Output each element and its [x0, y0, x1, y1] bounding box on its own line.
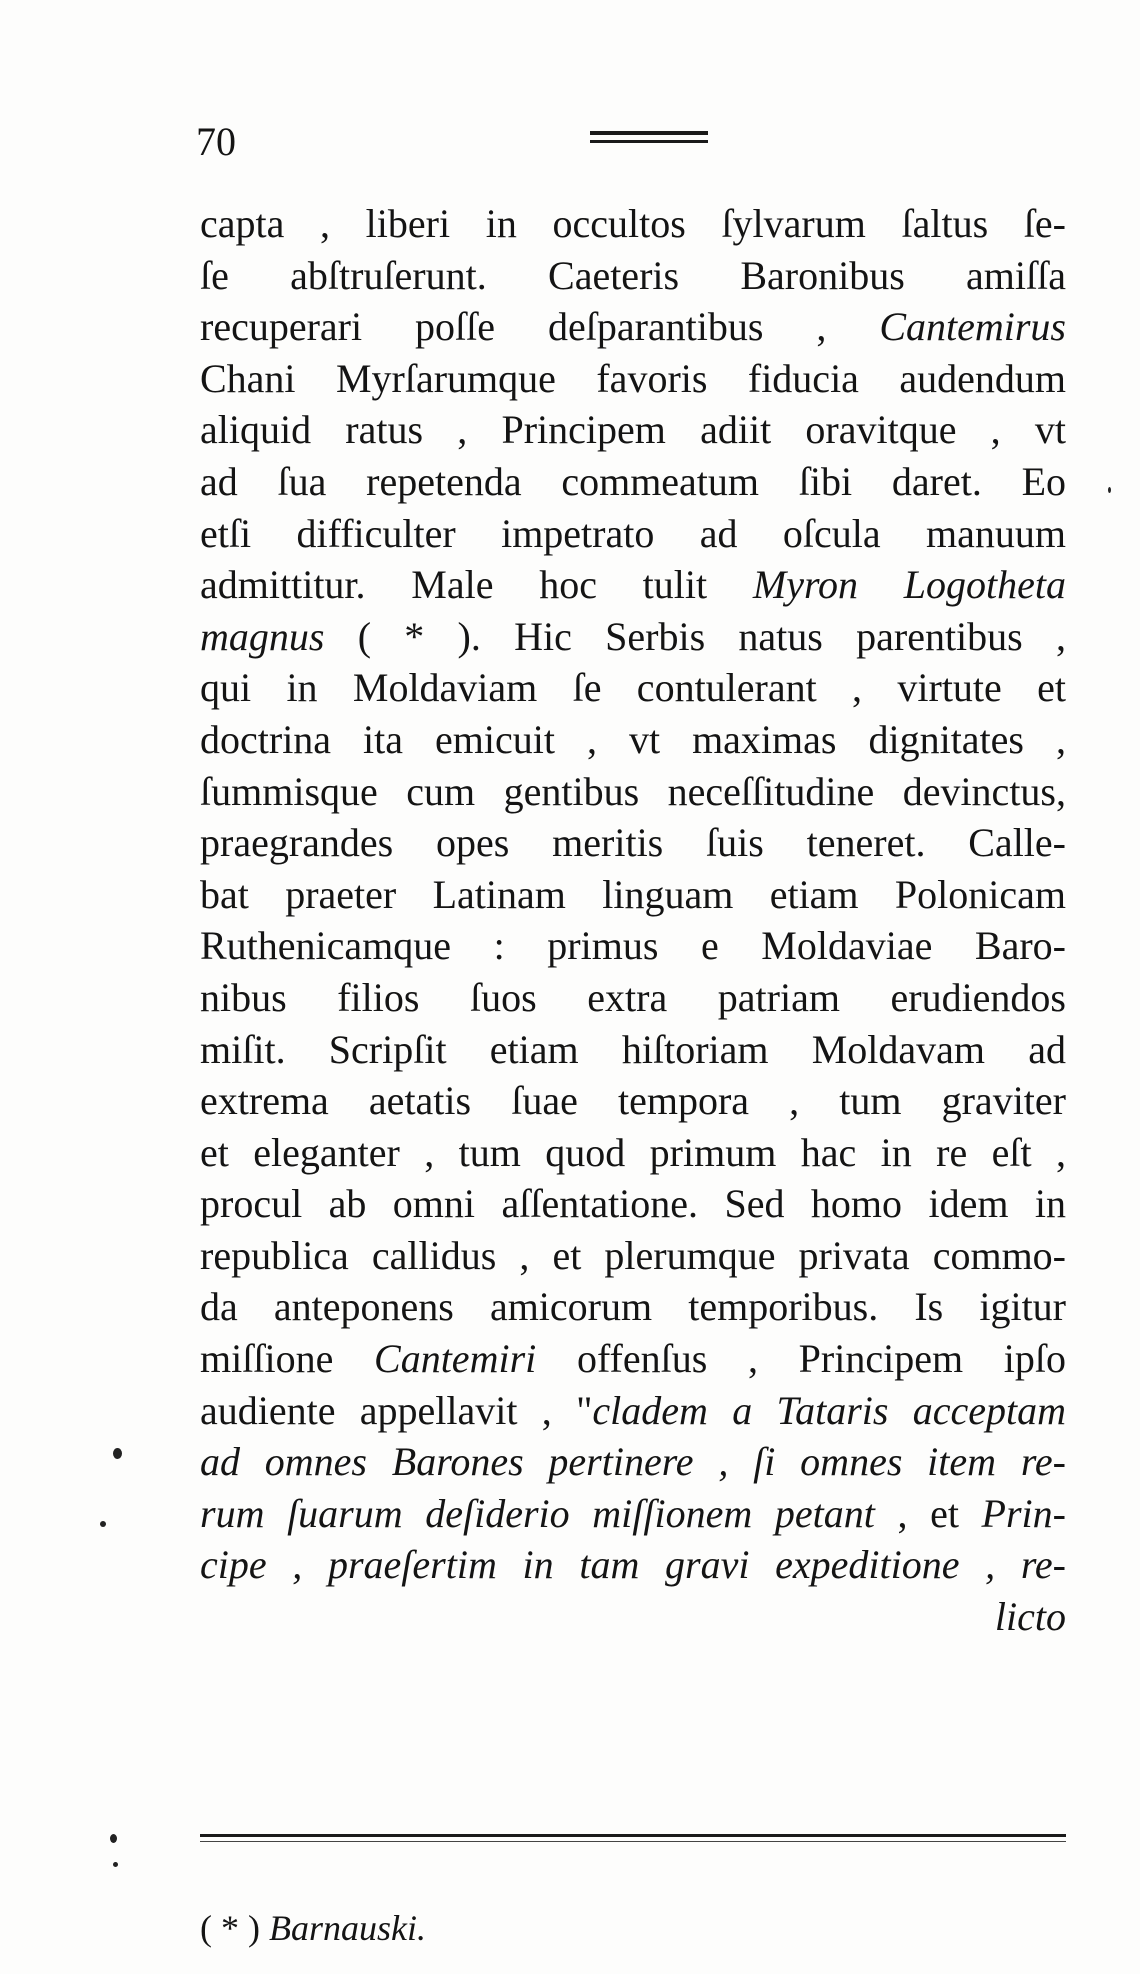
body-text [200, 198, 1066, 1643]
italic-text-run: cipe , praeſertim in tam gravi expeditione , re- [200, 1542, 1066, 1588]
text-run: procul ab omni aſſentatione. Sed homo idem in [200, 1181, 1066, 1227]
text-run: republica callidus , et plerumque privata commo- [200, 1232, 1066, 1278]
text-line [200, 1539, 1066, 1591]
text-line [200, 1591, 1066, 1643]
text-run: nibus filios ſuos extra patriam erudiendos [200, 974, 1066, 1020]
text-run: extrema aetatis ſuae tempora , tum graviter [200, 1078, 1066, 1124]
text-line [200, 1178, 1066, 1230]
italic-text-run: licto [994, 1594, 1066, 1640]
text-run: da anteponens amicorum temporibus. Is igitur [200, 1284, 1066, 1330]
text-run: miſſione [200, 1336, 375, 1382]
text-line [200, 456, 1066, 508]
page-number: 70 [196, 119, 236, 164]
text-line [200, 1333, 1066, 1385]
text-line [200, 404, 1066, 456]
text-run: audiente appellavit , " [200, 1387, 593, 1433]
text-run: Chani Myrſarumque favoris fiducia audendum [200, 355, 1066, 401]
text-run: offenſus , Principem ipſo [536, 1336, 1066, 1382]
scan-speck [1108, 487, 1111, 493]
text-run: qui in Moldaviam ſe contulerant , virtute et [200, 665, 1066, 711]
text-run: ad ſua repetenda commeatum ſibi daret. Eo [200, 458, 1066, 504]
text-run: aliquid ratus , Principem adiit oravitque , vt [200, 407, 1066, 453]
scan-speck [100, 1521, 106, 1527]
text-line [200, 353, 1066, 405]
text-line [200, 611, 1066, 663]
text-run: admittitur. Male hoc tulit [200, 562, 753, 608]
text-line [200, 1075, 1066, 1127]
text-run: recuperari poſſe deſparantibus , [200, 304, 880, 350]
italic-text-run: ad omnes Barones pertinere , ſi omnes item re- [200, 1439, 1066, 1485]
text-line [200, 869, 1066, 921]
text-run: capta , liberi in occultos ſylvarum ſaltus ſe- [200, 201, 1066, 246]
text-line [200, 559, 1066, 611]
text-line [200, 508, 1066, 560]
italic-text-run: Cantemirus [879, 304, 1066, 350]
italic-text-run: cladem a Tataris acceptam [592, 1387, 1067, 1433]
text-line [200, 714, 1066, 766]
text-run: bat praeter Latinam linguam etiam Polonicam [200, 871, 1066, 917]
text-line [200, 1281, 1066, 1333]
text-line [200, 301, 1066, 353]
text-line [200, 920, 1066, 972]
text-run: ſe abſtruſerunt. Caeteris Baronibus amiſſa [200, 252, 1066, 298]
text-line [200, 250, 1066, 302]
header-rule-bottom [590, 140, 708, 143]
text-line [200, 972, 1066, 1024]
text-line [200, 1385, 1066, 1437]
text-line [200, 1127, 1066, 1179]
header-rule-top [590, 131, 708, 135]
text-line [200, 1230, 1066, 1282]
footnote-rule-thin [200, 1841, 1066, 1842]
text-line [200, 662, 1066, 714]
scan-speck [113, 1448, 122, 1459]
italic-text-run: Prin- [981, 1490, 1066, 1536]
text-run: etſi difficulter impetrato ad oſcula manuum [200, 510, 1066, 556]
text-line [200, 1488, 1066, 1540]
text-run: doctrina ita emicuit , vt maximas dignitates , [200, 716, 1066, 762]
italic-text-run: Myron Logotheta [752, 562, 1066, 608]
footnote-rule [200, 1834, 1066, 1837]
text-line [200, 766, 1066, 818]
footnote-text: Barnauski. [268, 1908, 426, 1948]
italic-text-run: magnus [200, 613, 325, 659]
text-run: Ruthenicamque : primus e Moldaviae Baro- [200, 923, 1066, 969]
text-run: ( * ). Hic Serbis natus parentibus , [324, 613, 1066, 659]
scan-speck [113, 1862, 118, 1867]
text-run: miſit. Scripſit etiam hiſtoriam Moldavam ad [200, 1026, 1066, 1072]
footnote-marker: ( * ) [200, 1908, 260, 1948]
text-run: et eleganter , tum quod primum hac in re eſt , [200, 1129, 1066, 1175]
footnote [200, 1910, 426, 1946]
text-line [200, 1436, 1066, 1488]
text-run: praegrandes opes meritis ſuis teneret. Calle- [200, 820, 1066, 866]
text-run: , et [874, 1490, 982, 1536]
text-line [200, 817, 1066, 869]
scan-speck [110, 1834, 117, 1843]
text-run: ſummisque cum gentibus neceſſitudine devinctus, [200, 768, 1066, 814]
italic-text-run: Cantemiri [374, 1336, 537, 1382]
text-line [200, 1024, 1066, 1076]
italic-text-run: rum ſuarum deſiderio miſſionem petant [200, 1490, 875, 1536]
text-line [200, 198, 1066, 250]
